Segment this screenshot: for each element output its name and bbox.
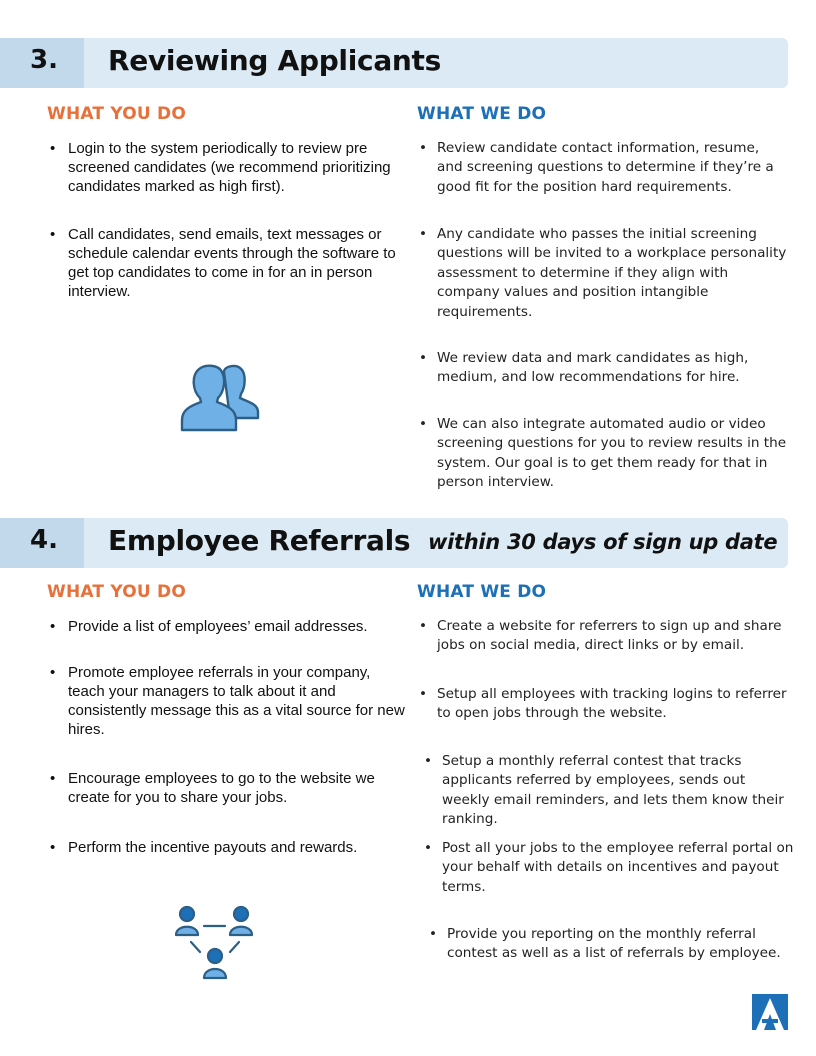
list-item: • Review candidate contact information, resume, and screening questions to determine if they’re a good fit for the position hard requirements. — [417, 139, 789, 197]
what-you-do-heading: WHAT YOU DO — [47, 104, 186, 124]
section-4-banner — [0, 518, 788, 568]
list-item: • Post all your jobs to the employee referral portal on your behalf with details on incentives and payout terms. — [422, 839, 796, 897]
referral-network-icon — [175, 904, 257, 980]
section-title: Reviewing Applicants — [108, 44, 442, 77]
section-number: 4. — [30, 525, 58, 555]
what-we-do-heading: WHAT WE DO — [417, 582, 547, 602]
list-item: • We review data and mark candidates as high, medium, and low recommendations for hire. — [417, 349, 789, 388]
list-item: • Provide you reporting on the monthly referral contest as well as a list of referrals by employee. — [427, 925, 799, 964]
list-item: • Create a website for referrers to sign up and share jobs on social media, direct links or by email. — [417, 617, 789, 656]
list-item: • Call candidates, send emails, text messages or schedule calendar events through the software to get top candidates to come in for an in person interview. — [48, 225, 408, 301]
list-item: • We can also integrate automated audio or video screening questions for you to review results in the system. Our goal is to get them ready for that in person interview. — [417, 415, 789, 493]
what-we-do-heading: WHAT WE DO — [417, 104, 547, 124]
section-number: 3. — [30, 45, 58, 75]
list-item: • Any candidate who passes the initial screening questions will be invited to a workplace personality assessment to determine if they align with company values and position intangible requirements. — [417, 225, 789, 322]
section-title: Employee Referrals — [108, 524, 411, 557]
list-item: • Provide a list of employees’ email addresses. — [48, 617, 408, 636]
list-item: • Encourage employees to go to the website we create for you to share your jobs. — [48, 769, 408, 807]
two-people-icon — [178, 364, 264, 432]
list-item: • Login to the system periodically to review pre screened candidates (we recommend prioritizing candidates marked as high first). — [48, 139, 408, 196]
brand-logo-icon — [752, 994, 788, 1030]
list-item: • Promote employee referrals in your company, teach your managers to talk about it and consistently message this as a vital source for new hires. — [48, 663, 408, 739]
section-3-banner — [0, 38, 788, 88]
section-subtitle: within 30 days of sign up date — [428, 530, 778, 554]
list-item: • Setup all employees with tracking logins to referrer to open jobs through the website. — [417, 685, 789, 724]
list-item: • Perform the incentive payouts and rewards. — [48, 838, 408, 857]
list-item: • Setup a monthly referral contest that tracks applicants referred by employees, sends out weekly email reminders, and lets them know their ranking. — [422, 752, 796, 830]
what-you-do-heading: WHAT YOU DO — [47, 582, 186, 602]
